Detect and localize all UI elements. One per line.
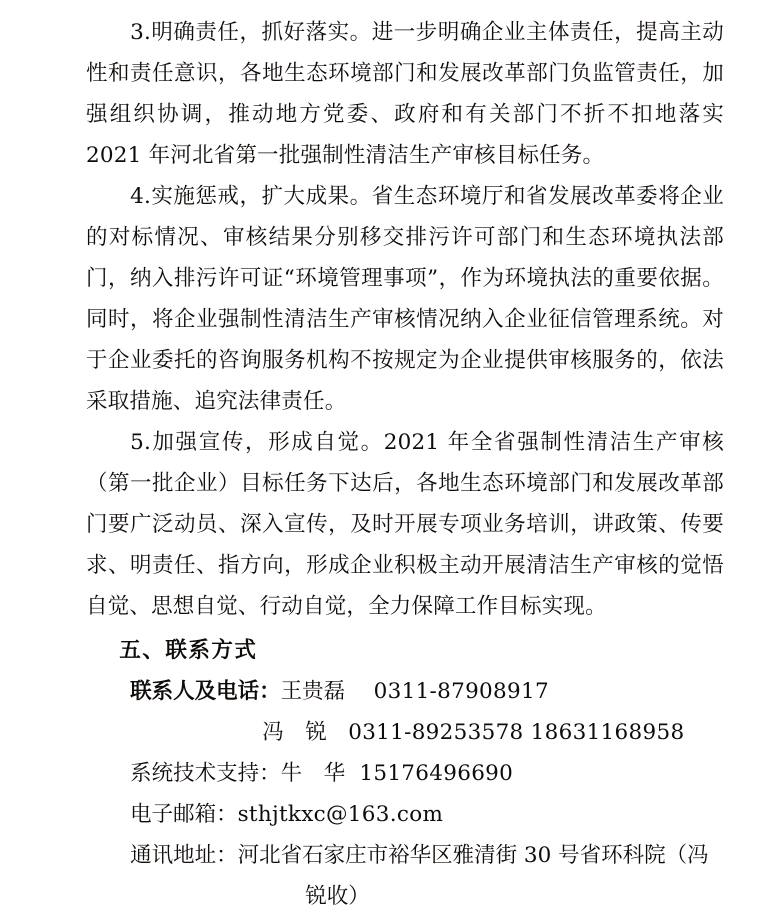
contact-address-label: 通讯地址：	[130, 843, 238, 868]
contact-address-continued: 锐收）	[305, 884, 370, 909]
contact-tech-name: 牛 华	[280, 761, 346, 786]
contact-phone-secondary-name: 冯 锐	[262, 720, 327, 745]
contact-phone-primary-name: 王贵磊	[280, 679, 346, 704]
contact-phone-secondary	[86, 712, 724, 753]
contact-tech-support	[86, 753, 724, 794]
contact-tech-label: 系统技术支持：	[130, 761, 281, 786]
contact-phone-primary-number: 0311-87908917	[345, 679, 549, 704]
contact-address-value: 河北省石家庄市裕华区雅清街 30 号省环科院（冯	[237, 843, 709, 868]
contact-tech-number: 15176496690	[345, 761, 514, 786]
paragraph-3: 3.明确责任，抓好落实。进一步明确企业主体责任，提高主动性和责任意识，各地生态环境部门和发展改革部门负监管责任，加强组织协调，推动地方党委、政府和有关部门不折不扣地落实2021 年河北省第一批强制性清洁生产审核目标任务。	[86, 20, 724, 168]
contact-email	[86, 794, 724, 835]
contact-phone-secondary-number: 0311-89253578 18631168958	[326, 720, 685, 745]
contact-phone-primary	[86, 671, 724, 712]
contact-phone-label: 联系人及电话：	[130, 679, 281, 704]
contact-email-value: sthjtkxc@163.com	[237, 802, 444, 827]
contact-address	[86, 835, 724, 876]
contact-email-label: 电子邮箱：	[130, 802, 238, 827]
paragraph-4: 4.实施惩戒，扩大成果。省生态环境厅和省发展改革委将企业的对标情况、审核结果分别移交排污许可部门和生态环境执法部门，纳入排污许可证“环境管理事项”，作为环境执法的重要依据。同时，将企业强制性清洁生产审核情况纳入企业征信管理系统。对于企业委托的咨询服务机构不按规定为企业提供审核服务的，依法采取措施、追究法律责任。	[86, 184, 724, 414]
section-heading-contact: 五、联系方式	[119, 638, 258, 663]
paragraph-5: 5.加强宣传，形成自觉。2021 年全省强制性清洁生产审核（第一批企业）目标任务下达后，各地生态环境部门和发展改革部门要广泛动员、深入宣传，及时开展专项业务培训，讲政策、传要求、明责任、指方向，形成企业积极主动开展清洁生产审核的觉悟自觉、思想自觉、行动自觉，全力保障工作目标实现。	[86, 430, 724, 619]
